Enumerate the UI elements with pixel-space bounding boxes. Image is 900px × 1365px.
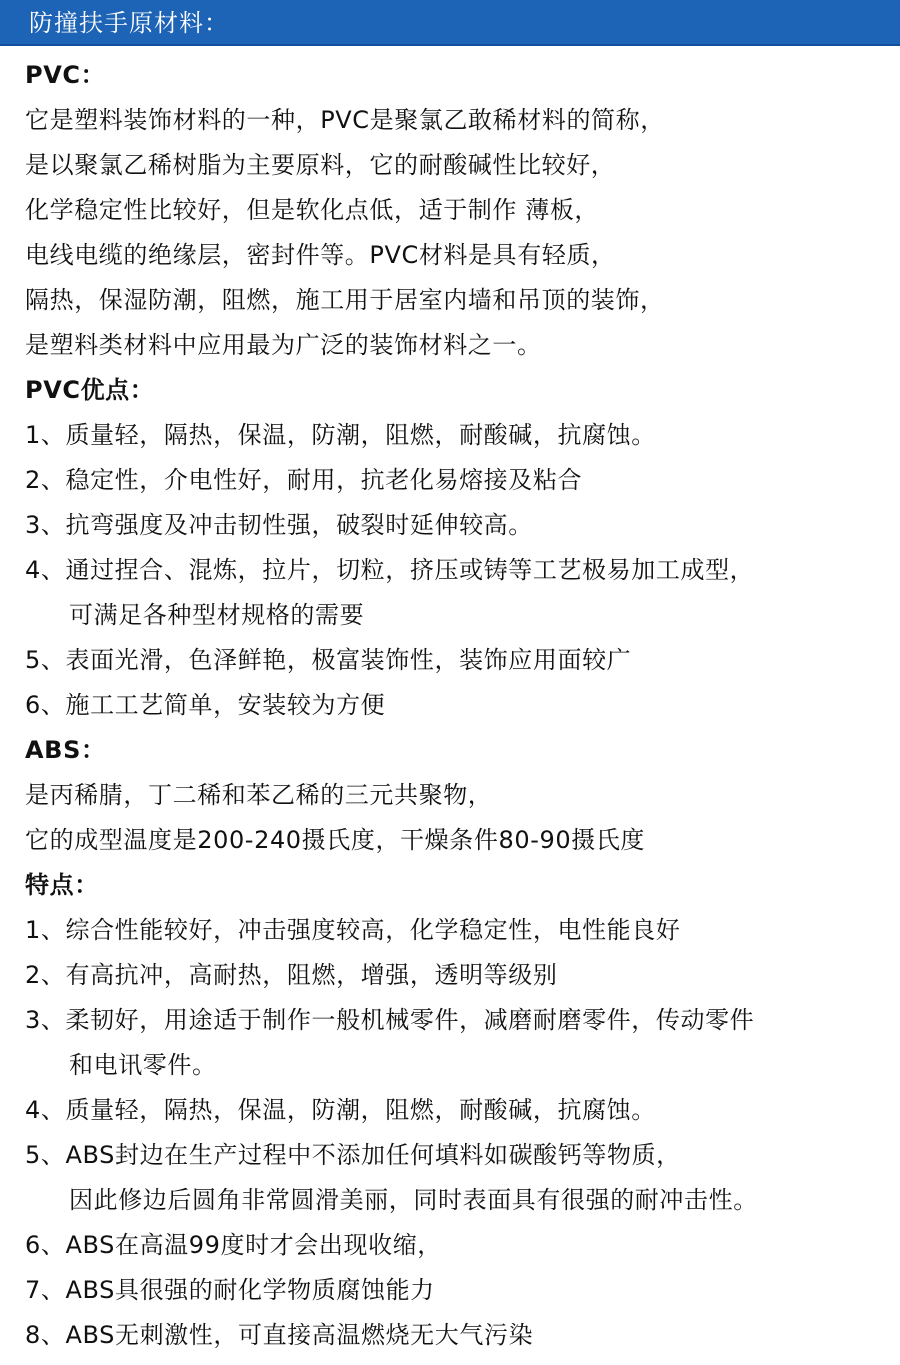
abs-paragraph-line: 它的成型温度是200-240摄氏度，干燥条件80-90摄氏度: [25, 826, 646, 854]
abs-feature-item: 1、综合性能较好，冲击强度较高，化学稳定性，电性能良好: [25, 916, 681, 944]
pvc-advantage-item: 3、抗弯强度及冲击韧性强，破裂时延伸较高。: [25, 511, 533, 539]
page-title: 防撞扶手原材料：: [29, 9, 229, 37]
pvc-paragraph-line: 化学稳定性比较好，但是软化点低，适于制作 薄板，: [25, 196, 600, 224]
pvc-advantage-item: 1、质量轻，隔热，保温，防潮，阻燃，耐酸碱，抗腐蚀。: [25, 421, 656, 449]
pvc-advantage-item: 2、稳定性，介电性好，耐用，抗老化易熔接及粘合: [25, 466, 583, 494]
pvc-heading: PVC：: [25, 61, 106, 89]
abs-heading: ABS：: [25, 736, 106, 764]
abs-feature-item: 4、质量轻，隔热，保温，防潮，阻燃，耐酸碱，抗腐蚀。: [25, 1096, 656, 1124]
header-bar: [0, 0, 900, 46]
abs-feature-item: 5、ABS封边在生产过程中不添加任何填料如碳酸钙等物质，: [25, 1141, 681, 1169]
abs-feature-item-continuation: 因此修边后圆角非常圆滑美丽，同时表面具有很强的耐冲击性。: [69, 1186, 758, 1214]
abs-feature-item: 7、ABS具很强的耐化学物质腐蚀能力: [25, 1276, 435, 1304]
abs-features-heading: 特点：: [25, 871, 99, 899]
pvc-advantage-item-continuation: 可满足各种型材规格的需要: [69, 601, 365, 629]
pvc-advantage-item: 4、通过捏合、混炼，拉片，切粒，挤压或铸等工艺极易加工成型，: [25, 556, 755, 584]
pvc-paragraph-line: 电线电缆的绝缘层，密封件等。PVC材料是具有轻质，: [25, 241, 616, 269]
pvc-advantage-item: 6、施工工艺简单，安装较为方便: [25, 691, 386, 719]
abs-feature-item: 6、ABS在高温99度时才会出现收缩，: [25, 1231, 442, 1259]
abs-paragraph-line: 是丙稀腈，丁二稀和苯乙稀的三元共聚物，: [25, 781, 493, 809]
abs-feature-item: 2、有高抗冲，高耐热，阻燃，增强，透明等级别: [25, 961, 558, 989]
pvc-paragraph-line: 它是塑料装饰材料的一种，PVC是聚氯乙敢稀材料的简称，: [25, 106, 665, 134]
pvc-paragraph-line: 隔热，保湿防潮，阻燃，施工用于居室内墙和吊顶的装饰，: [25, 286, 665, 314]
abs-feature-item-continuation: 和电讯零件。: [69, 1051, 217, 1079]
abs-feature-item: 8、ABS无刺激性，可直接高温燃烧无大气污染: [25, 1321, 534, 1349]
pvc-paragraph-line: 是塑料类材料中应用最为广泛的装饰材料之一。: [25, 331, 542, 359]
pvc-advantages-heading: PVC优点：: [25, 376, 155, 404]
abs-feature-item: 3、柔韧好，用途适于制作一般机械零件，减磨耐磨零件，传动零件: [25, 1006, 755, 1034]
content-body: [25, 53, 885, 1358]
pvc-advantage-item: 5、表面光滑，色泽鲜艳，极富装饰性，装饰应用面较广: [25, 646, 632, 674]
pvc-paragraph-line: 是以聚氯乙稀树脂为主要原料，它的耐酸碱性比较好，: [25, 151, 616, 179]
